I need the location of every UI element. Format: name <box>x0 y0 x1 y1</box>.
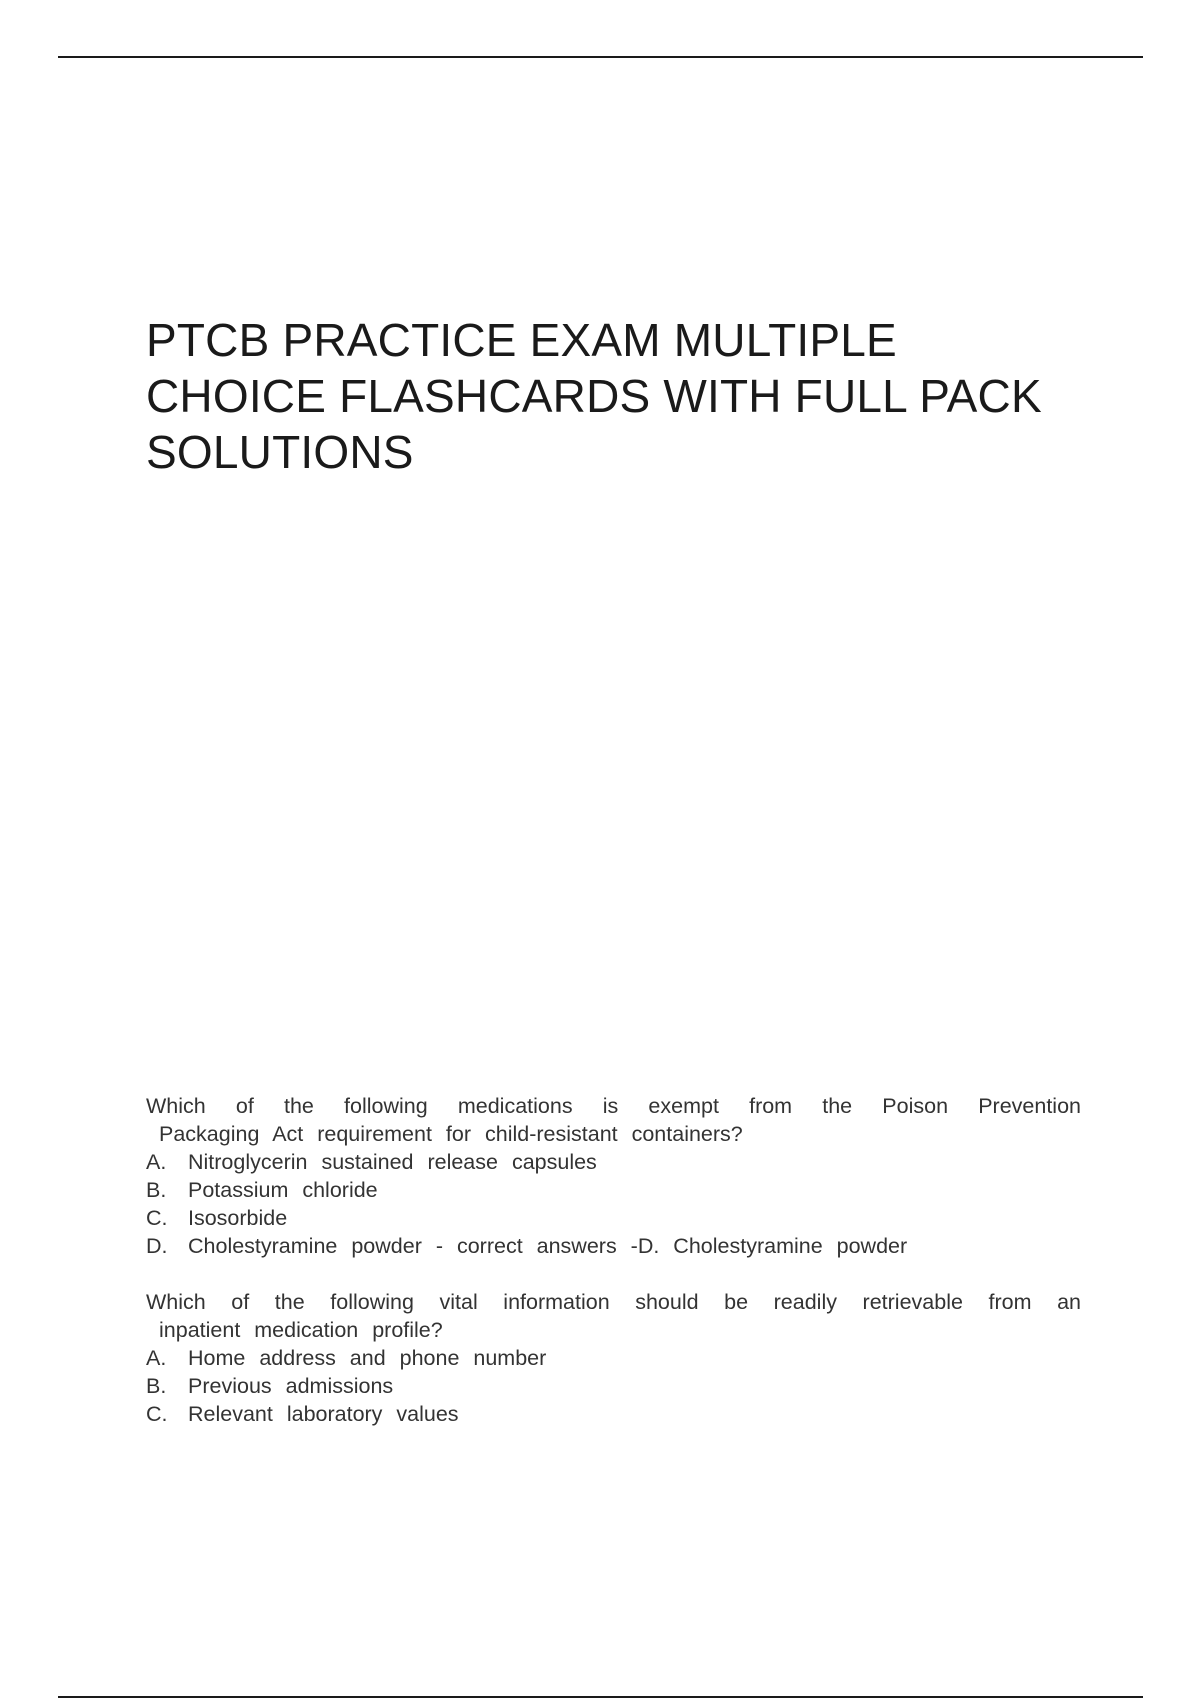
question-2 <box>146 1288 1081 1428</box>
questions-section <box>146 1092 1081 1456</box>
question-text-line-2: inpatient medication profile? <box>159 1318 443 1342</box>
option-text: Relevant laboratory values <box>188 1402 459 1426</box>
answer-option <box>146 1176 1081 1204</box>
option-text: Previous admissions <box>188 1374 394 1398</box>
title-line-2: CHOICE FLASHCARDS WITH FULL PACK <box>146 370 1042 422</box>
top-rule <box>58 56 1143 58</box>
option-text: Potassium chloride <box>188 1178 378 1202</box>
question-text-line-2: Packaging Act requirement for child-resistant containers? <box>159 1122 743 1146</box>
question-text <box>146 1288 1081 1344</box>
title-line-3: SOLUTIONS <box>146 426 414 478</box>
answer-option <box>146 1344 1081 1372</box>
title-line-1: PTCB PRACTICE EXAM MULTIPLE <box>146 314 897 366</box>
question-text-line-1: Which of the following vital information should be readily retrievable from an <box>146 1290 1081 1314</box>
option-letter: B. <box>146 1178 167 1202</box>
option-text: Nitroglycerin sustained release capsules <box>188 1150 597 1174</box>
option-letter: A. <box>146 1346 167 1370</box>
option-letter: C. <box>146 1206 168 1230</box>
question-1 <box>146 1092 1081 1260</box>
answer-option <box>146 1204 1081 1232</box>
question-text <box>146 1092 1081 1148</box>
bottom-rule <box>58 1696 1143 1698</box>
option-letter: D. <box>146 1234 168 1258</box>
answer-options <box>146 1344 1081 1428</box>
answer-option <box>146 1148 1081 1176</box>
answer-options <box>146 1148 1081 1260</box>
option-letter: A. <box>146 1150 167 1174</box>
answer-option <box>146 1372 1081 1400</box>
document-title <box>146 312 1106 480</box>
option-letter: B. <box>146 1374 167 1398</box>
answer-option <box>146 1232 1081 1260</box>
option-text: Home address and phone number <box>188 1346 547 1370</box>
option-text: Isosorbide <box>188 1206 288 1230</box>
option-letter: C. <box>146 1402 168 1426</box>
question-text-line-1: Which of the following medications is exempt from the Poison Prevention <box>146 1094 1081 1118</box>
answer-option <box>146 1400 1081 1428</box>
option-text: Cholestyramine powder - correct answers -D. Cholestyramine powder <box>188 1234 908 1258</box>
